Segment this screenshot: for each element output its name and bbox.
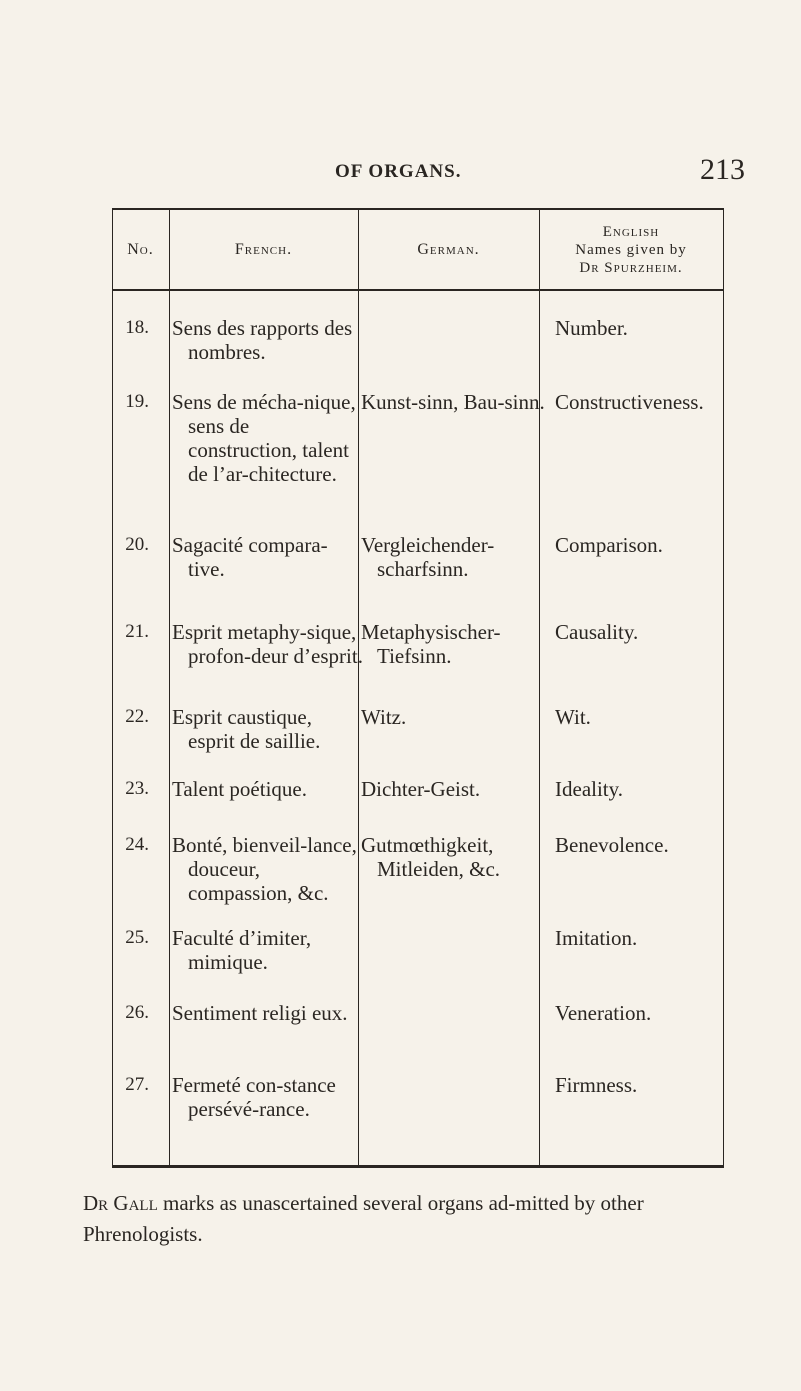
french-name: Sens des rapports des nombres. [172, 316, 353, 364]
german-name: Kunst-sinn, Bau-sinn. [361, 390, 545, 414]
english-name: Number. [555, 316, 628, 340]
footnote [83, 1188, 723, 1250]
english-name: Wit. [555, 705, 591, 729]
column-divider [169, 210, 170, 1165]
french-name: Sens de mécha-nique, sens de construction, talent de l’ar-chitecture. [172, 390, 356, 486]
row-number: 20. [125, 534, 149, 555]
header-rule [112, 289, 723, 291]
row-number: 18. [125, 317, 149, 338]
french-name: Esprit caustique, esprit de saillie. [172, 705, 321, 753]
row-number: 24. [125, 834, 149, 855]
french-name: Bonté, bienveil-lance, douceur, compassion, &c. [172, 833, 357, 905]
french-name: Fermeté con-stance persévé-rance. [172, 1073, 336, 1121]
german-name: Dichter-Geist. [361, 777, 481, 801]
english-name: Ideality. [555, 777, 624, 801]
header-english-author: Dr Spurzheim. [579, 259, 683, 276]
english-name: Firmness. [555, 1073, 638, 1097]
french-name: Faculté d’imiter, mimique. [172, 926, 312, 974]
french-name: Esprit metaphy-sique, profon-deur d’esprit. [172, 620, 363, 668]
french-name: Sagacité compara-tive. [172, 533, 328, 581]
french-name: Sentiment religi eux. [172, 1001, 348, 1025]
header-german: German. [417, 240, 480, 258]
header-no: No. [127, 240, 154, 258]
english-name: Comparison. [555, 533, 663, 557]
running-head: OF ORGANS. [335, 161, 462, 182]
row-number: 23. [125, 778, 149, 799]
row-number: 19. [125, 391, 149, 412]
footnote-name: Dr Gall [83, 1191, 158, 1215]
organs-table [112, 208, 724, 1168]
row-number: 22. [125, 706, 149, 727]
row-number: 26. [125, 1002, 149, 1023]
german-name: Gutmœthigkeit, Mitleiden, &c. [361, 833, 501, 881]
header-english-subtitle: Names given by [575, 241, 687, 258]
header-english-title: English [602, 223, 660, 240]
english-name: Veneration. [555, 1001, 652, 1025]
english-name: Benevolence. [555, 833, 669, 857]
german-name: Metaphysischer-Tiefsinn. [361, 620, 501, 668]
row-number: 25. [125, 927, 149, 948]
german-name: Vergleichender-scharfsinn. [361, 533, 495, 581]
row-number: 27. [125, 1074, 149, 1095]
english-name: Causality. [555, 620, 639, 644]
header-english [539, 210, 723, 289]
english-name: Imitation. [555, 926, 638, 950]
page-number: 213 [700, 153, 745, 186]
german-name: Witz. [361, 705, 407, 729]
french-name: Talent poétique. [172, 777, 307, 801]
footnote-text: marks as unascertained several organs ad-mitted by other Phrenologists. [83, 1191, 644, 1246]
page-header [0, 153, 801, 187]
english-name: Constructiveness. [555, 390, 704, 414]
row-number: 21. [125, 621, 149, 642]
header-french: French. [234, 240, 293, 258]
column-divider [539, 210, 540, 1165]
